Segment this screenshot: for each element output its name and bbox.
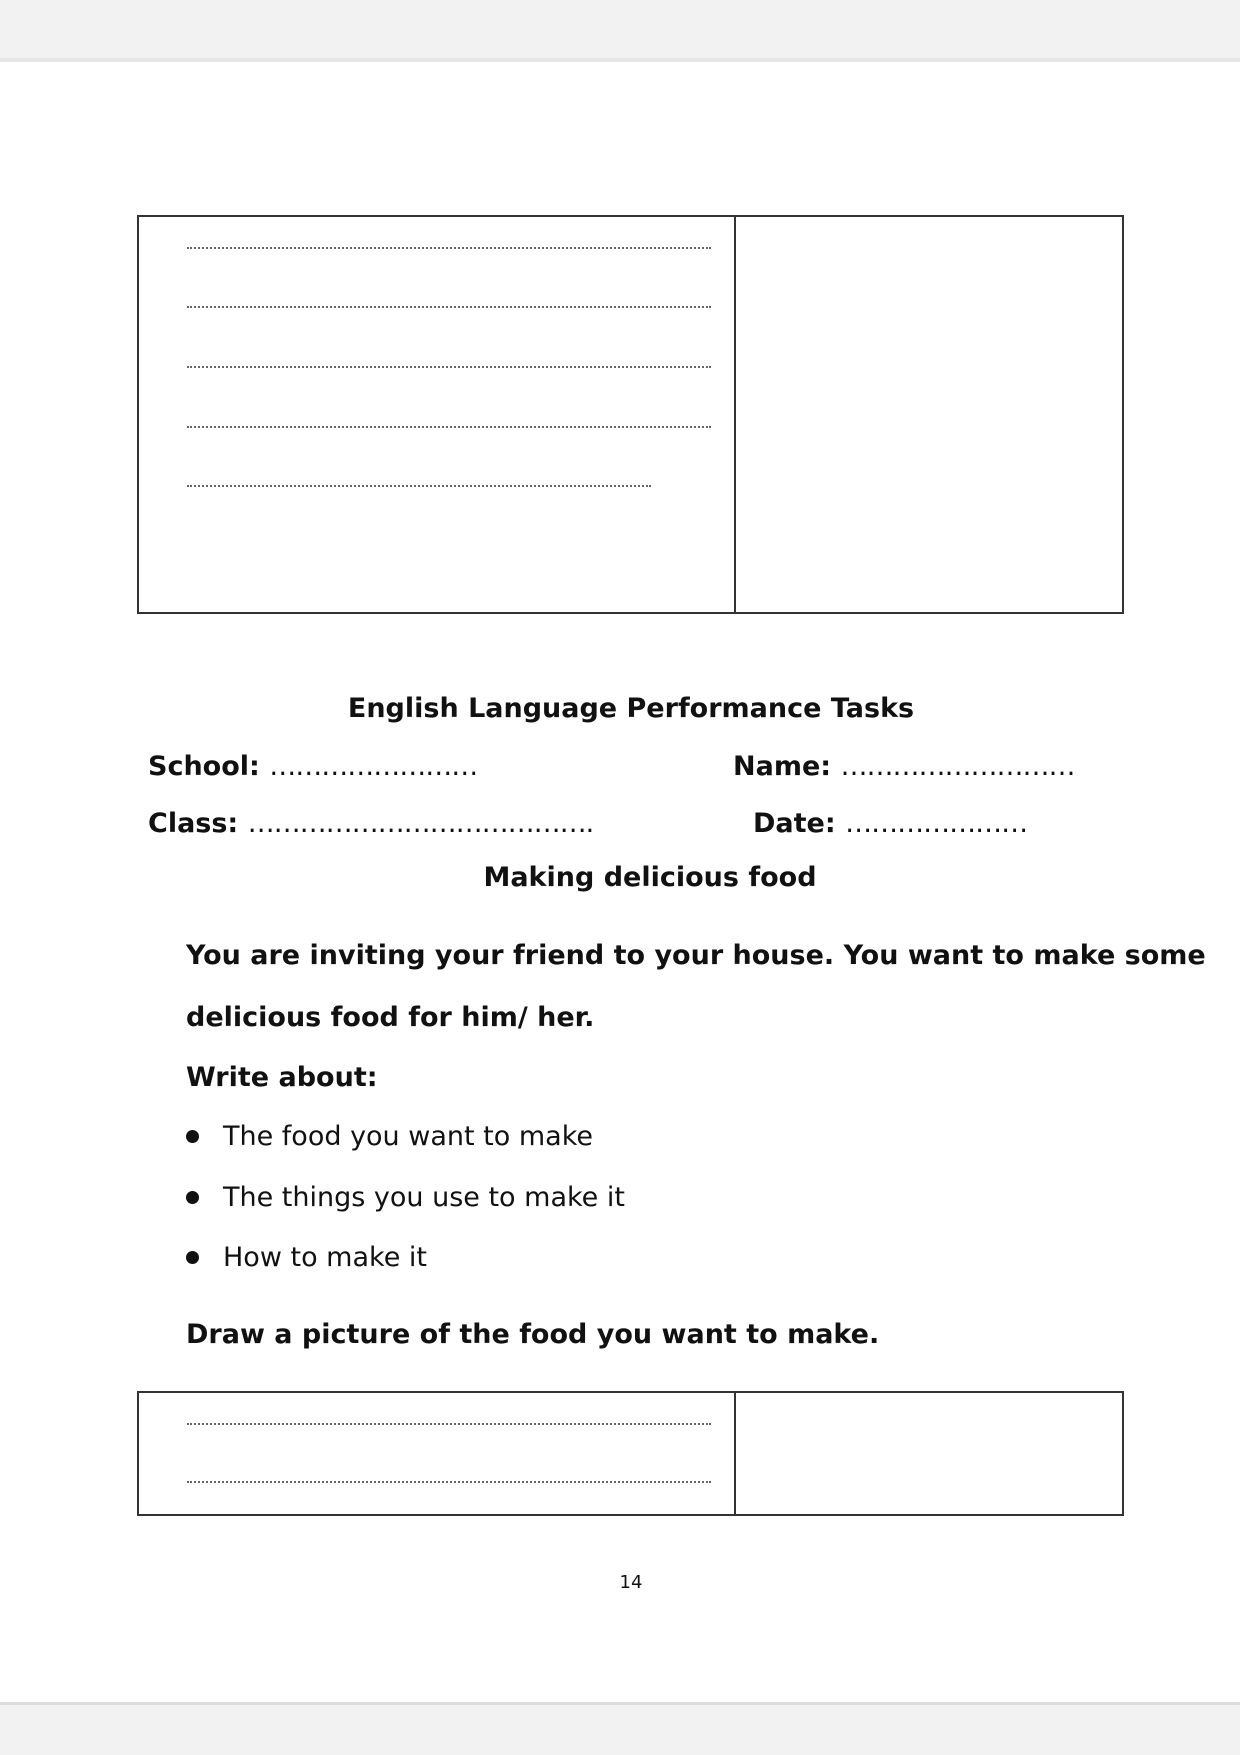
bullet-item	[186, 1182, 625, 1213]
task-title: Making delicious food	[483, 862, 817, 893]
class-field	[148, 808, 593, 839]
writing-line	[187, 247, 711, 249]
bottom-picture-area	[736, 1393, 1122, 1514]
draw-instruction: Draw a picture of the food you want to make.	[186, 1319, 880, 1350]
school-field	[148, 751, 477, 782]
bullet-dot-icon	[186, 1251, 199, 1264]
school-fill: ……………………	[269, 751, 478, 782]
bullet-item	[186, 1121, 593, 1152]
bullet-text: The food you want to make	[223, 1121, 593, 1152]
date-field	[753, 808, 1027, 839]
prompt-line-2: delicious food for him/ her.	[186, 1002, 595, 1033]
page-number: 14	[619, 1572, 643, 1593]
bottom-writing-area	[139, 1393, 736, 1514]
worksheet-heading: English Language Performance Tasks	[347, 693, 915, 724]
school-label: School:	[148, 751, 260, 782]
top-writing-area	[139, 217, 736, 612]
bullet-dot-icon	[186, 1130, 199, 1143]
writing-line	[187, 485, 651, 487]
writing-line	[187, 366, 711, 368]
writing-line	[187, 1423, 711, 1425]
name-field	[733, 751, 1074, 782]
class-fill: ………………………………….	[247, 808, 594, 839]
writing-line	[187, 306, 711, 308]
write-about-label: Write about:	[186, 1062, 378, 1093]
prompt-line-1: You are inviting your friend to your house. You want to make some	[186, 940, 1206, 971]
class-label: Class:	[148, 808, 239, 839]
writing-line	[187, 426, 711, 428]
bullet-text: The things you use to make it	[223, 1182, 625, 1213]
name-fill: ………………………	[840, 751, 1075, 782]
bullet-text: How to make it	[223, 1242, 427, 1273]
name-label: Name:	[733, 751, 832, 782]
page-bottom-edge	[0, 1702, 1240, 1705]
top-answer-box	[137, 215, 1124, 614]
date-fill: …………………	[845, 808, 1028, 839]
bottom-answer-box	[137, 1391, 1124, 1516]
top-picture-area	[736, 217, 1122, 612]
date-label: Date:	[753, 808, 836, 839]
bullet-item	[186, 1242, 427, 1273]
bullet-dot-icon	[186, 1191, 199, 1204]
writing-line	[187, 1481, 711, 1483]
